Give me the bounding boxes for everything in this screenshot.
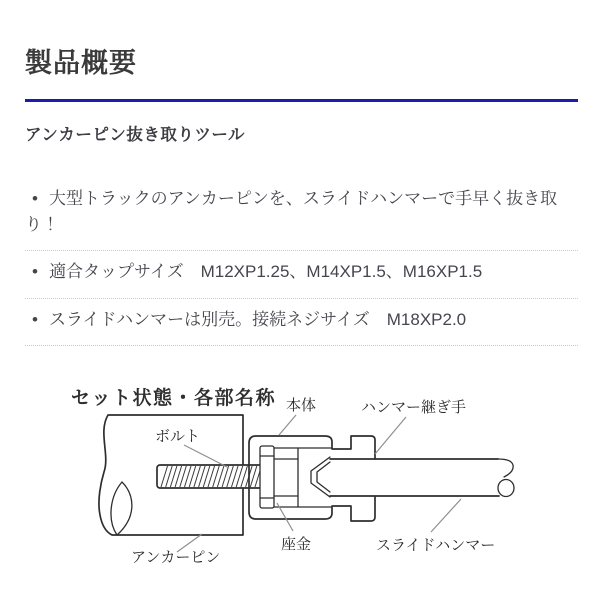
hammer-joint-shape: [332, 436, 375, 521]
page-title: 製品概要: [25, 48, 137, 78]
bullet-icon: •: [32, 262, 38, 281]
label-body: 本体: [286, 397, 317, 414]
diagram-title: セット状態・各部名称: [71, 388, 277, 409]
feature-list: [25, 178, 578, 346]
bolt-shape: [157, 465, 262, 488]
list-item: [25, 299, 578, 347]
washer-shape: [260, 446, 274, 508]
parts-diagram: [0, 370, 600, 600]
accent-rule: [25, 99, 578, 102]
bullet-icon: •: [32, 189, 38, 208]
feature-text: 適合タップサイズ M12XP1.25、M14XP1.5、M16XP1.5: [48, 262, 483, 281]
slide-hammer-shape: [330, 459, 514, 497]
label-washer: 座金: [281, 536, 312, 553]
product-subtitle: アンカーピン抜き取りツール: [25, 126, 246, 144]
feature-text: 大型トラックのアンカーピンを、スライドハンマーで手早く抜き取り！: [25, 189, 558, 234]
label-slide-hammer: スライドハンマー: [376, 537, 496, 554]
feature-text: スライドハンマーは別売。接続ネジサイズ M18XP2.0: [48, 309, 467, 329]
label-bolt: ボルト: [155, 428, 201, 445]
list-item: [25, 178, 578, 251]
bullet-icon: •: [32, 309, 38, 329]
rod-cone-shape: [311, 457, 330, 497]
label-anchor-pin: アンカーピン: [131, 549, 221, 566]
label-hammer-joint: ハンマー継ぎ手: [361, 399, 467, 416]
body-internals-shape: [274, 448, 332, 507]
list-item: [25, 251, 578, 299]
